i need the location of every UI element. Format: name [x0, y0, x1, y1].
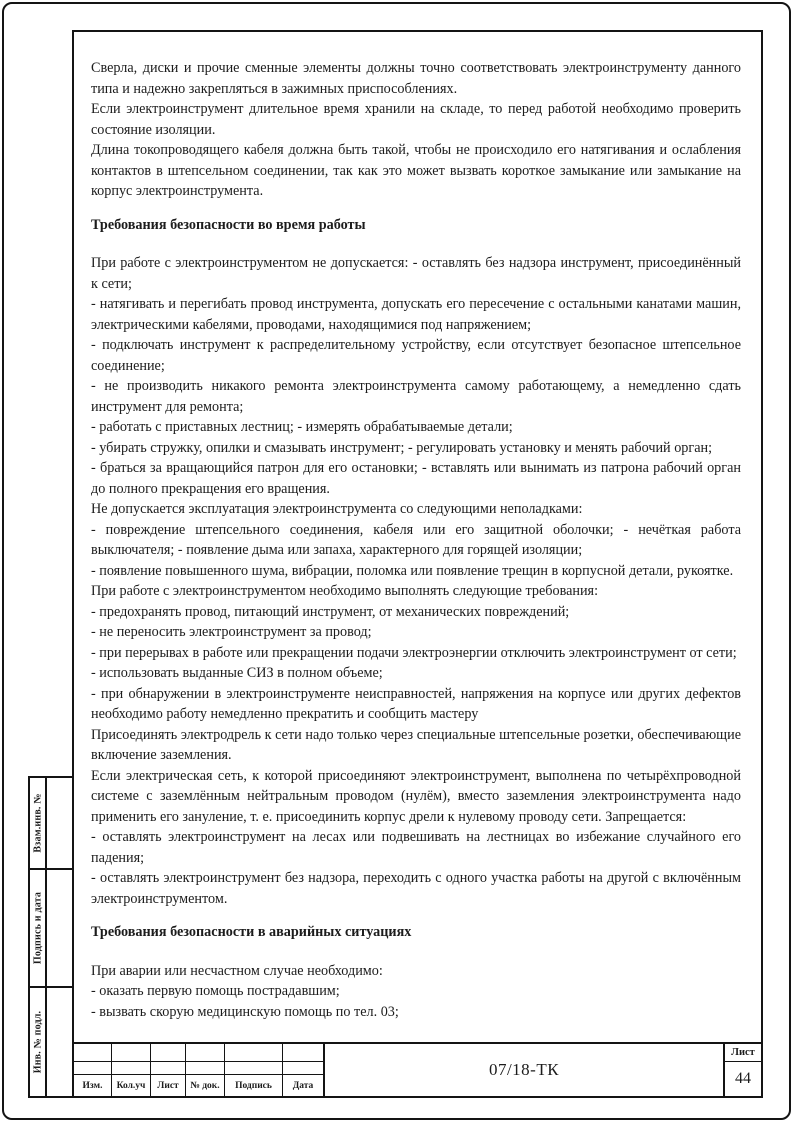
sidebar-label: Подпись и дата [32, 891, 43, 965]
sheet-column [723, 1044, 761, 1096]
revision-header-podpis: Подпись [225, 1075, 283, 1096]
paragraph: Если электрическая сеть, к которой присоединяют электроинструмент, выполнена по четырёхпроводной системе с заземлённым нейтральным проводом (нулём), вместо заземления электроинструмента надо применить его зануление, т. е. присоединить корпус дрели к нулевому проводу сети. Запрещается: [91, 767, 741, 825]
sidebar-label-column [30, 988, 47, 1096]
paragraph: - не переносить электроинструмент за провод; [91, 624, 372, 640]
sidebar-label-column [30, 778, 47, 868]
paragraph: - предохранять провод, питающий инструмент, от механических повреждений; [91, 603, 570, 620]
revision-cell [112, 1044, 151, 1062]
body-text [91, 58, 741, 1040]
intro-paragraph: Сверла, диски и прочие сменные элементы должны точно соответствовать электроинструменту данного типа и надежно закрепляться в зажимных приспособлениях. [91, 60, 741, 97]
sidebar-cell-podpis-data [30, 870, 72, 988]
revision-cell [112, 1062, 151, 1075]
revision-cell [225, 1044, 283, 1062]
paragraph: - повреждение штепсельного соединения, кабеля или его защитной оболочки; - нечёткая работа выключателя; - появление дыма или запаха, характерного для горящей изоляции; [91, 521, 741, 558]
revision-cell [186, 1044, 225, 1062]
revision-header-dok: № док. [186, 1075, 225, 1096]
revision-cell [74, 1044, 112, 1062]
stamp-sidebar [28, 776, 74, 1098]
revision-table [74, 1044, 325, 1096]
paragraph: - вызвать скорую медицинскую помощь по тел. 03; [91, 1003, 399, 1020]
revision-header-list: Лист [151, 1075, 186, 1096]
title-block [72, 1042, 763, 1098]
sidebar-label-column [30, 870, 47, 986]
paragraph: Присоединять электродрель к сети надо только через специальные штепсельные розетки, обеспечивающие включение заземления. [91, 726, 741, 763]
revision-header-data: Дата [292, 1080, 314, 1091]
paragraph: - оказать первую помощь пострадавшим; [91, 983, 340, 999]
revision-cell [283, 1062, 323, 1075]
doc-number-cell: 07/18-ТК [488, 1060, 560, 1079]
revision-cell [186, 1062, 225, 1075]
section-heading-emergency: Требования безопасности в аварийных ситуациях [91, 924, 412, 940]
paragraph: При работе с электроинструментом необходимо выполнять следующие требования: [91, 583, 599, 599]
section-heading-work: Требования безопасности во время работы [91, 216, 366, 233]
paragraph: - браться за вращающийся патрон для его остановки; - вставлять или вынимать из патрона рабочий орган до полного прекращения его вращения. [91, 460, 741, 497]
paragraph: - убирать стружку, опилки и смазывать инструмент; - регулировать установку и менять рабочий орган; [91, 439, 713, 456]
revision-header-izm: Изм. [74, 1075, 112, 1096]
paragraph: - оставлять электроинструмент на лесах или подвешивать на лестницах во избежание случайного его падения; [91, 829, 741, 866]
sidebar-cell-vzam-inv [30, 778, 72, 870]
paragraph: - появление повышенного шума, вибрации, поломка или появление трещин в корпусной детали, рукоятке. [91, 562, 734, 579]
paragraph: - использовать выданные СИЗ в полном объеме; [91, 665, 383, 681]
sidebar-label: Инв. № подл. [32, 1010, 43, 1074]
paragraph: - не производить никакого ремонта электроинструмента самому работающему, а немедленно сдать инструмент для ремонта; [91, 378, 741, 415]
sheet-label-cell: Лист [725, 1044, 761, 1062]
revision-cell [225, 1062, 283, 1075]
intro-paragraph: Если электроинструмент длительное время хранили на складе, то перед работой необходимо проверить состояние изоляции. [91, 101, 741, 138]
sidebar-label: Взам.инв. № [32, 793, 43, 853]
paragraph: - натягивать и перегибать провод инструмента, допускать его пересечение с остальными канатами машин, электрическими кабелями, проводами, находящимися под напряжением; [91, 296, 741, 333]
paragraph: При работе с электроинструментом не допускается: - оставлять без надзора инструмент, присоединённый к сети; [91, 255, 741, 292]
revision-header-koluch: Кол.уч [112, 1075, 151, 1096]
revision-cell [151, 1062, 186, 1075]
intro-paragraph: Длина токопроводящего кабеля должна быть такой, чтобы не происходило его натягивания и ослабления контактов в штепсельном соединении, так как это может вызвать короткое замыкание или замыкание на корпус электроинструмента. [91, 142, 741, 199]
revision-cell [151, 1044, 186, 1062]
paragraph: - при перерывах в работе или прекращении подачи электроэнергии отключить электроинструмент от сети; [91, 644, 737, 661]
paragraph: - при обнаружении в электроинструменте неисправностей, напряжения на корпусе или других дефектов необходимо работу немедленно прекратить и сообщить мастеру [91, 685, 741, 722]
sidebar-cell-inv-podl [30, 988, 72, 1096]
paragraph: При аварии или несчастном случае необходимо: [91, 962, 383, 979]
paragraph: Не допускается эксплуатация электроинструмента со следующими неполадками: [91, 501, 583, 517]
paragraph: - подключать инструмент к распределительному устройству, если отсутствует безопасное штепсельное соединение; [91, 337, 741, 374]
revision-cell [283, 1044, 323, 1062]
paragraph: - оставлять электроинструмент без надзора, переходить с одного участка работы на другой с включённым электроинструментом. [91, 870, 741, 907]
revision-cell [74, 1062, 112, 1075]
sheet-number-cell: 44 [735, 1070, 751, 1087]
paragraph: - работать с приставных лестниц; - измерять обрабатываемые детали; [91, 419, 513, 435]
